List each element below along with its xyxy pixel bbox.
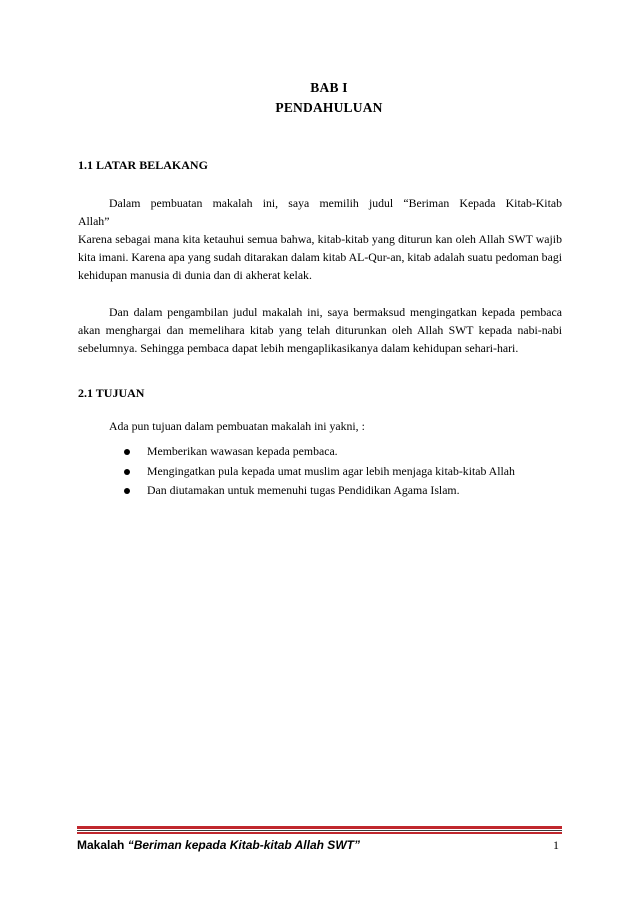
paragraph-1-line-2: Allah”	[78, 214, 110, 228]
bullet-icon	[124, 488, 130, 494]
page-number: 1	[553, 838, 559, 852]
footer-rule-middle	[77, 830, 562, 831]
paragraph-1-body: Karena sebagai mana kita ketauhui semua bahwa, kitab-kitab yang diturun kan oleh Allah SWT wajib kita imani. Karena apa yang sudah ditarakan dalam kitab AL-Qur-an, kitab adalah suatu pedoman bagi kehidupan manusia di dunia dan di akherat kelak.	[78, 232, 562, 282]
paragraph-2: Dan dalam pengambilan judul makalah ini, saya bermaksud mengingatkan kepada pembaca akan menghargai dan memelihara kitab yang telah diturunkan oleh Allah SWT kepada nabi-nabi sebelumnya. Sehingga pembaca dapat lebih mengaplikasikanya dalam kehidupan sehari-hari.	[78, 305, 562, 355]
footer-book-title: “Beriman kepada Kitab-kitab Allah SWT”	[127, 838, 360, 852]
chapter-title: PENDAHULUAN	[275, 100, 383, 115]
list-item	[124, 462, 515, 482]
bullet-icon	[124, 449, 130, 455]
list-item	[124, 481, 515, 501]
footer-title	[77, 838, 360, 852]
list-item	[124, 442, 515, 462]
footer-rule-bottom	[77, 832, 562, 834]
footer-rule-top	[77, 826, 562, 829]
chapter-label: BAB I	[310, 80, 348, 95]
section-heading-latar-belakang: 1.1 LATAR BELAKANG	[78, 158, 208, 172]
list-item-text: Dan diutamakan untuk memenuhi tugas Pendidikan Agama Islam.	[147, 483, 460, 497]
tujuan-intro: Ada pun tujuan dalam pembuatan makalah ini yakni, :	[109, 419, 365, 433]
tujuan-list	[124, 442, 515, 501]
list-item-text: Mengingatkan pula kepada umat muslim agar lebih menjaga kitab-kitab Allah	[147, 463, 515, 478]
paragraph-1-line-1: Dalam pembuatan makalah ini, saya memilih judul “Beriman Kepada Kitab-Kitab	[109, 196, 562, 210]
footer-prefix: Makalah	[77, 838, 128, 852]
list-item-text: Memberikan wawasan kepada pembaca.	[147, 444, 338, 458]
section-heading-tujuan: 2.1 TUJUAN	[78, 386, 145, 400]
bullet-icon	[124, 469, 130, 475]
